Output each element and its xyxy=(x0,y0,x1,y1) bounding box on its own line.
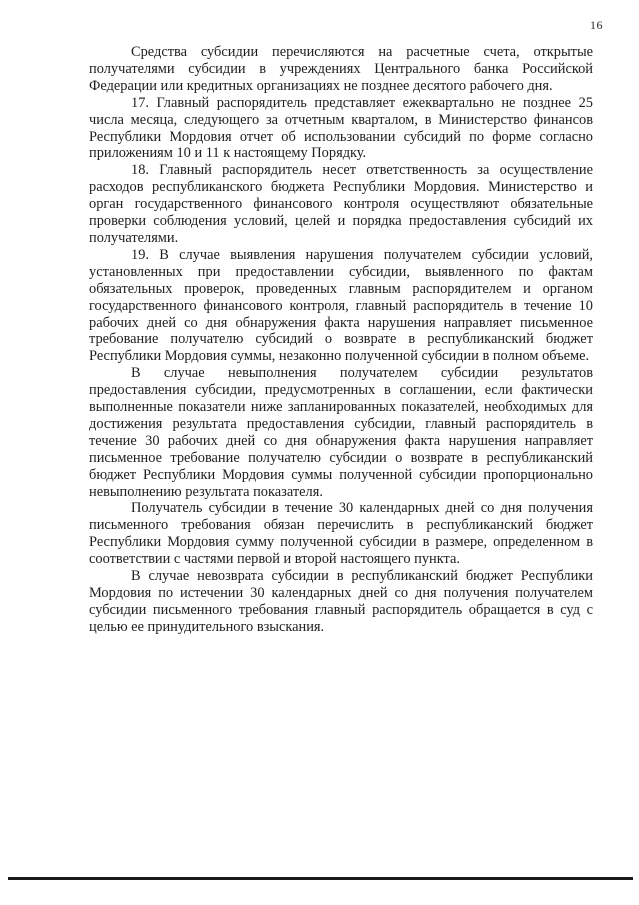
paragraph-18-responsibility: 18. Главный распорядитель несет ответственность за осуществление расходов республиканского бюджета Республики Мордовия. Министерство и орган государственного финансового контроля осуществляют обязательные проверки соблюдения условий, целей и порядка предоставления субсидий их получателями. xyxy=(89,162,593,246)
document-body xyxy=(89,44,593,636)
paragraph-19-violation-refund: 19. В случае выявления нарушения получателем субсидии условий, установленных при предоставлении субсидии, выявленного по фактам обязательных проверок, проведенных главным распорядителем и органом государственного финансового контроля, главный распорядитель в течение 10 рабочих дней со дня обнаружения факта нарушения направляет письменное требование получателю субсидий о возврате в республиканский бюджет Республики Мордовия суммы, незаконно полученной субсидии в полном объеме. xyxy=(89,246,593,365)
page-number: 16 xyxy=(590,18,603,32)
bottom-scan-border xyxy=(8,877,633,880)
paragraph-court-recovery: В случае невозврата субсидии в республиканский бюджет Республики Мордовия по истечении 30 календарных дней со дня получения получателем субсидии письменного требования главный распорядитель обращается в суд с целью ее принудительного взыскания. xyxy=(89,568,593,635)
paragraph-subsidy-transfer: Средства субсидии перечисляются на расчетные счета, открытые получателями субсидии в учреждениях Центрального банка Российской Федерации или кредитных организациях не позднее десятого рабочего дня. xyxy=(89,44,593,94)
paragraph-17-quarterly-report: 17. Главный распорядитель представляет ежеквартально не позднее 25 числа месяца, следующего за отчетным кварталом, в Министерство финансов Республики Мордовия отчет об использовании субсидий по форме согласно приложениям 10 и 11 к настоящему Порядку. xyxy=(89,94,593,162)
paragraph-results-not-achieved: В случае невыполнения получателем субсидии результатов предоставления субсидии, предусмотренных в соглашении, если фактически выполненные показатели ниже запланированных показателей, необходимых для достижения результата предоставления субсидии, главный распорядитель в течение 30 рабочих дней со дня обнаружения факта нарушения направляет письменное требование получателю субсидии о возврате в республиканский бюджет Республики Мордовия суммы полученной субсидии пропорционально невыполнению результата показателя. xyxy=(89,365,593,500)
paragraph-recipient-repayment: Получатель субсидии в течение 30 календарных дней со дня получения письменного требования обязан перечислить в республиканский бюджет Республики Мордовия сумму полученной субсидии в размере, определенном в соответствии с частями первой и второй настоящего пункта. xyxy=(89,500,593,568)
